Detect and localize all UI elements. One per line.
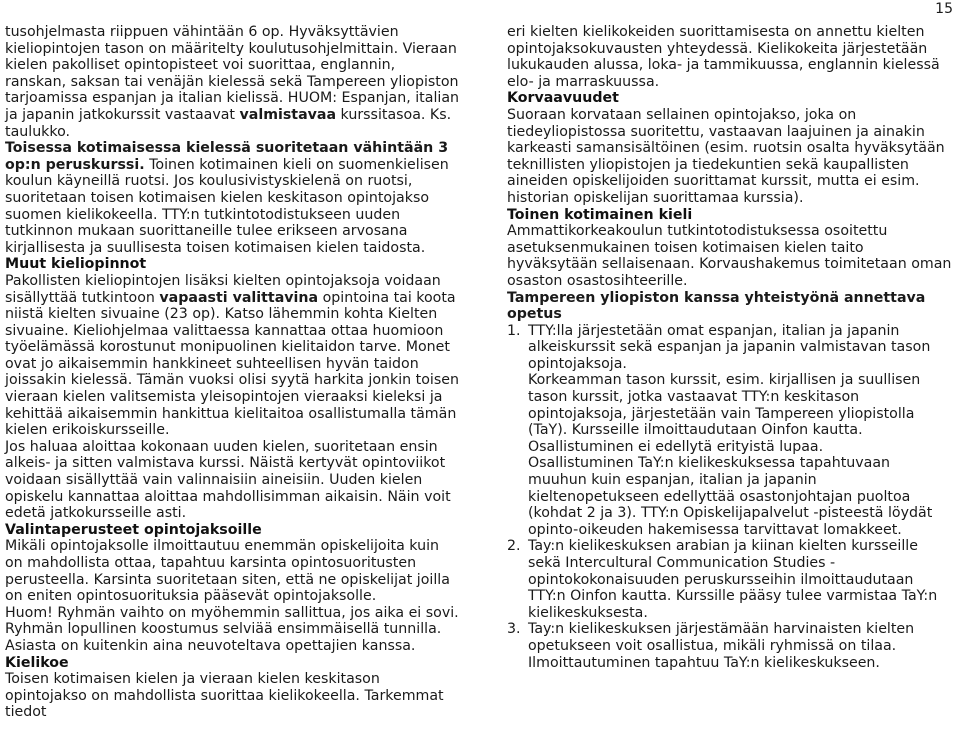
heading-valintaperusteet: Valintaperusteet opintojaksoille — [5, 521, 262, 538]
text: tusohjelmasta riippuen vähintään 6 op. Hyväksyttävien kieliopintojen tason on määritelty koulutusohjelmittain. Vieraan kielen pakolliset opintopisteet voi suorittaa, englannin, ranskan, saksan tai venäjän kielessä sekä Tampereen yliopiston tarjoamissa espanjan ja italian kielissä. — [5, 24, 459, 107]
paragraph-exam-info: eri kielten kielikokeiden suorittamisesta on annettu kielten opintojaksokuvausten yhteydessä. Kielikokeita järjestetään lukukauden alussa, loka- ja tammikuussa, englannin kielessä elo- ja marraskuussa. — [507, 24, 940, 90]
text: opintoina tai koota niistä kielten sivuaine (23 op). Katso lähemmin kohta Kielten sivuaine. Kieliohjelmaa valittaessa kannattaa ottaa huomioon työelämässä korostunut monipuolinen kielitaidon tarve. Monet ovat jo aikaisemmin hankkineet suhteellisen hyvän taidon joissakin kielessä. Tämän vuoksi olisi syytä harkita jonkin toisen vieraan kielen valitsemista yleisopintojen vieraaksi kieleksi ja kehittää aikaisemmin hankittua kielitaitoa osallistumalla tämän kielen erikoiskursseille. — [5, 289, 459, 439]
text: Toinen kotimainen kieli on suomenkielisen koulun käyneillä ruotsi. Jos koulusivistyskielenä on ruotsi, suoritetaan toisen kotimaisen kielen keskitason opintojakso suomen kielikokeella. TTY:n tutkintotodistukseen uuden tutkinnon mukaan suorittaneille tulee erikseen arvosana kirjallisesta ja suullisesta toisen kotimaisen kielen taidosta. — [5, 156, 449, 256]
paragraph-selection: Mikäli opintojaksolle ilmoittautuu enemmän opiskelijoita kuin on mahdollista ottaa, tapahtuu karsinta opintosuoritusten perusteella. Karsinta suoritetaan siten, että ne opiskelijat joilla on eniten opintosuorituksia pääsevät opintojaksolle. — [5, 538, 450, 605]
heading-toinen-kotimainen-kieli: Toinen kotimainen kieli — [507, 206, 693, 223]
heading-kielikoe: Kielikoe — [5, 654, 69, 671]
text: kurssitasoa. Ks. taulukko. — [5, 106, 452, 140]
paragraph-group-change: Huom! Ryhmän vaihto on myöhemmin sallittua, jos aika ei sovi. Ryhmän lopullinen koostumus selviää ensimmäisellä tunnilla. Asiasta on kuitenkin aina neuvoteltava opettajien kanssa. — [5, 604, 459, 654]
list-paragraph: Tay:n kielikeskuksen arabian ja kiinan kielten kursseille sekä Intercultural Communication Studies - opintokokonaisuuden peruskursseihin ilmoittaudutaan TTY:n Oinfon kautta. Kurssille pääsy tulee varmistaa TaY:n kielikeskuksesta. — [528, 538, 938, 621]
paragraph-other-studies — [5, 273, 460, 439]
text: HUOM: Espanjan, italian ja japanin jatkokurssit vastaavat — [5, 90, 460, 123]
paragraph-new-language: Jos haluaa aloittaa kokonaan uuden kielen, suoritetaan ensin alkeis- ja sitten valmistava kurssi. Näistä kertyvät opintoviikot voidaan sisällyttää vain valinnaisiin aineisiin. Uuden kielen opiskelu kannattaa aloittaa mahdollisimman aikaisin. Näin voit edetä jatkokursseille asti. — [5, 438, 451, 522]
numbered-list — [507, 323, 952, 671]
list-paragraph: Tay:n kielikeskuksen järjestämään harvinaisten kielten opetukseen voit osallistua, mikäli ryhmissä on tilaa. Ilmoittautuminen tapahtuu TaY:n kielikeskukseen. — [528, 621, 915, 671]
left-column — [5, 24, 460, 721]
paragraph-language-requirements — [5, 24, 460, 140]
bold-text: valmistavaa — [239, 106, 337, 123]
bold-text: Toisessa kotimaisessa kielessä suoritetaan vähintään 3 op:n peruskurssi. — [5, 140, 449, 173]
list-item — [507, 323, 952, 539]
page-number: 15 — [935, 1, 953, 17]
paragraph-substitutions: Suoraan korvataan sellainen opintojakso, joka on tiedeyliopistossa suoritettu, vastaavan laajuinen ja ainakin karkeasti samansisältöinen (esim. ruotsin osalta hyväksytään teknillisten yliopistojen ja tiedekuntien sekä kaupallisten aineiden opiskelijoiden suorittamat kurssit, mutta ei esim. historian opiskelijan suorittamaa kurssia). — [507, 106, 945, 206]
section-title: Tampereen yliopiston kanssa yhteistyönä annettava opetus — [507, 289, 926, 323]
list-number: 1. — [507, 322, 521, 339]
list-item — [507, 538, 952, 621]
list-number: 3. — [507, 621, 521, 638]
bold-text: vapaasti valittavina — [159, 289, 319, 306]
list-paragraph: Osallistuminen TaY:n kielikeskuksessa tapahtuvaan muuhun kuin espanjan, italian ja japanin kieltenopetukseen edellyttää osastonjohtajan puoltoa (kohdat 2 ja 3). TTY:n Opiskelijapalvelut -pisteestä löydät opinto-oikeuden hakemisessa tarvittavat lomakkeet. — [528, 455, 933, 538]
list-item — [507, 621, 952, 671]
paragraph-language-exam: Toisen kotimaisen kielen ja vieraan kielen keskitason opintojakso on mahdollista suorittaa kielikokeella. Tarkemmat tiedot — [5, 671, 444, 721]
list-paragraph: Korkeamman tason kurssit, esim. kirjallisen ja suullisen tason kurssit, jotka vastaavat TTY:n keskitason opintojaksoja, järjestetään vain Tampereen yliopistolla (TaY). Kursseille ilmoittaudutaan Oinfon kautta. Osallistuminen ei edellytä erityistä lupaa. — [528, 372, 921, 455]
list-paragraph: TTY:lla järjestetään omat espanjan, italian ja japanin alkeiskurssit sekä espanjan ja japanin valmistavan tason opintojaksoja. — [528, 322, 931, 372]
paragraph-second-domestic-language — [5, 140, 460, 256]
right-column — [507, 24, 952, 671]
paragraph-polytechnic: Ammattikorkeakoulun tutkintotodistuksessa osoitettu asetuksenmukainen toisen kotimaisen kielen taito hyväksytään sellaisenaan. Korvaushakemus toimitetaan oman osaston osastosihteerille. — [507, 223, 952, 289]
heading-korvaavuudet: Korvaavuudet — [507, 90, 619, 107]
heading-muut-kieliopinnot: Muut kieliopinnot — [5, 256, 147, 273]
text: Pakollisten kieliopintojen lisäksi kielten opintojaksoja voidaan sisällyttää tutkintoon — [5, 272, 441, 306]
list-number: 2. — [507, 538, 521, 555]
